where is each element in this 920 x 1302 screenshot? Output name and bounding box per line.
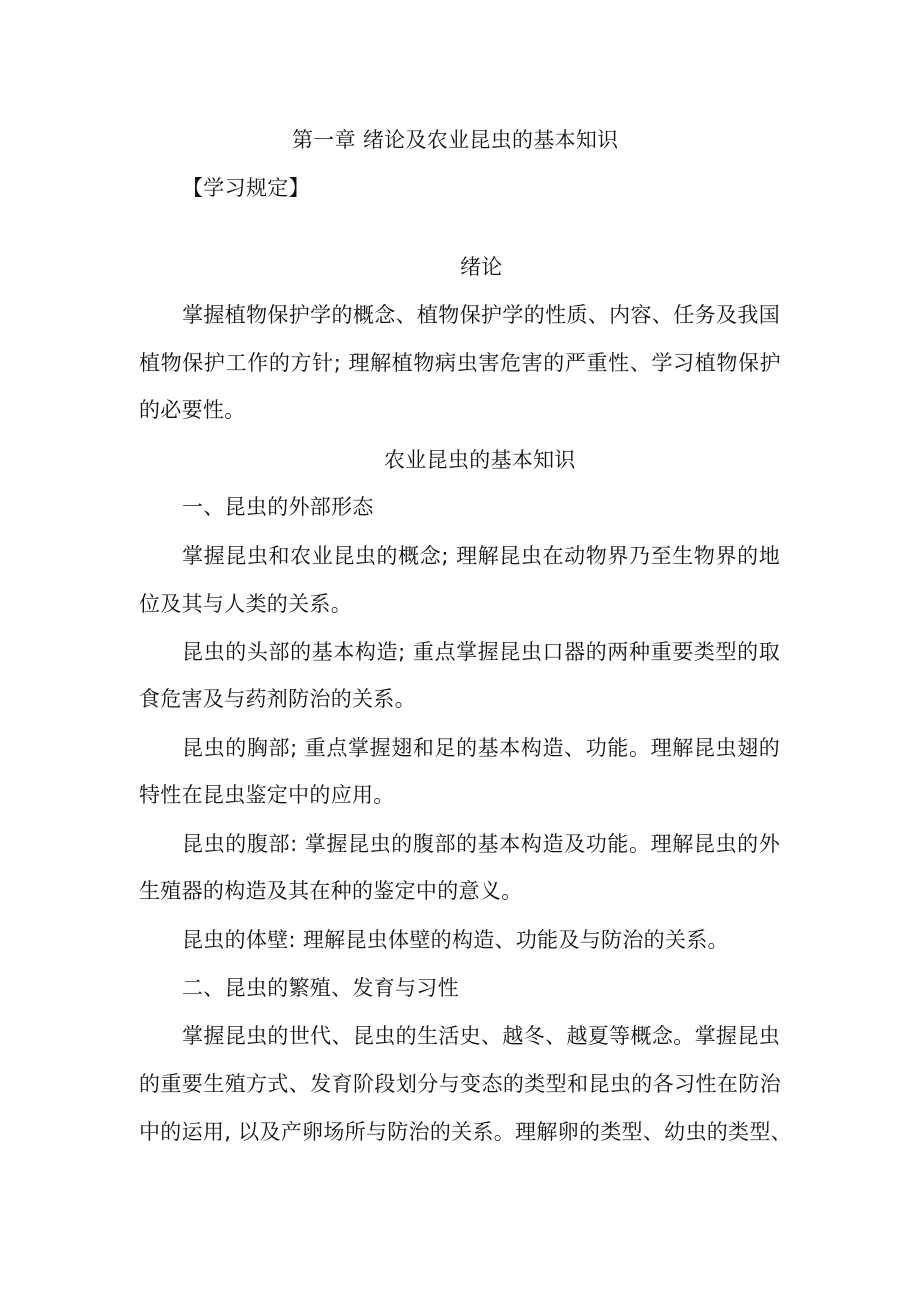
paragraph-1-line-2: 位及其与人类的关系。 xyxy=(139,592,352,616)
subsection-2-heading: 二、昆虫的繁殖、发育与习性 xyxy=(182,976,459,1000)
intro-paragraph-line-3: 的必要性。 xyxy=(139,398,246,422)
paragraph-5-line-1: 昆虫的体壁: 理解昆虫体壁的构造、功能及与防治的关系。 xyxy=(182,928,729,952)
paragraph-1-line-1: 掌握昆虫和农业昆虫的概念; 理解昆虫在动物界乃至生物界的地 xyxy=(182,544,780,568)
paragraph-4-line-1: 昆虫的腹部: 掌握昆虫的腹部的基本构造及功能。理解昆虫的外 xyxy=(182,832,780,856)
paragraph-6-line-3: 中的运用, 以及产卵场所与防治的关系。理解卵的类型、幼虫的类型、 xyxy=(139,1120,792,1144)
intro-section-heading: 绪论 xyxy=(460,255,503,279)
intro-paragraph-line-2: 植物保护工作的方针; 理解植物病虫害危害的严重性、学习植物保护 xyxy=(139,351,781,375)
learning-requirements-heading: 【学习规定】 xyxy=(182,176,310,200)
paragraph-3-line-2: 特性在昆虫鉴定中的应用。 xyxy=(139,783,395,807)
subsection-1-heading: 一、昆虫的外部形态 xyxy=(182,495,374,519)
basics-section-heading: 农业昆虫的基本知识 xyxy=(384,448,576,472)
paragraph-2-line-2: 食危害及与药剂防治的关系。 xyxy=(139,687,416,711)
paragraph-4-line-2: 生殖器的构造及其在种的鉴定中的意义。 xyxy=(139,879,523,903)
paragraph-6-line-2: 的重要生殖方式、发育阶段划分与变态的类型和昆虫的各习性在防治 xyxy=(139,1072,781,1096)
intro-paragraph-line-1: 掌握植物保护学的概念、植物保护学的性质、内容、任务及我国 xyxy=(182,303,780,327)
chapter-title: 第一章 绪论及农业昆虫的基本知识 xyxy=(292,128,619,152)
paragraph-6-line-1: 掌握昆虫的世代、昆虫的生活史、越冬、越夏等概念。掌握昆虫 xyxy=(182,1024,780,1048)
paragraph-3-line-1: 昆虫的胸部; 重点掌握翅和足的基本构造、功能。理解昆虫翅的 xyxy=(182,736,780,760)
paragraph-2-line-1: 昆虫的头部的基本构造; 重点掌握昆虫口器的两种重要类型的取 xyxy=(182,640,780,664)
